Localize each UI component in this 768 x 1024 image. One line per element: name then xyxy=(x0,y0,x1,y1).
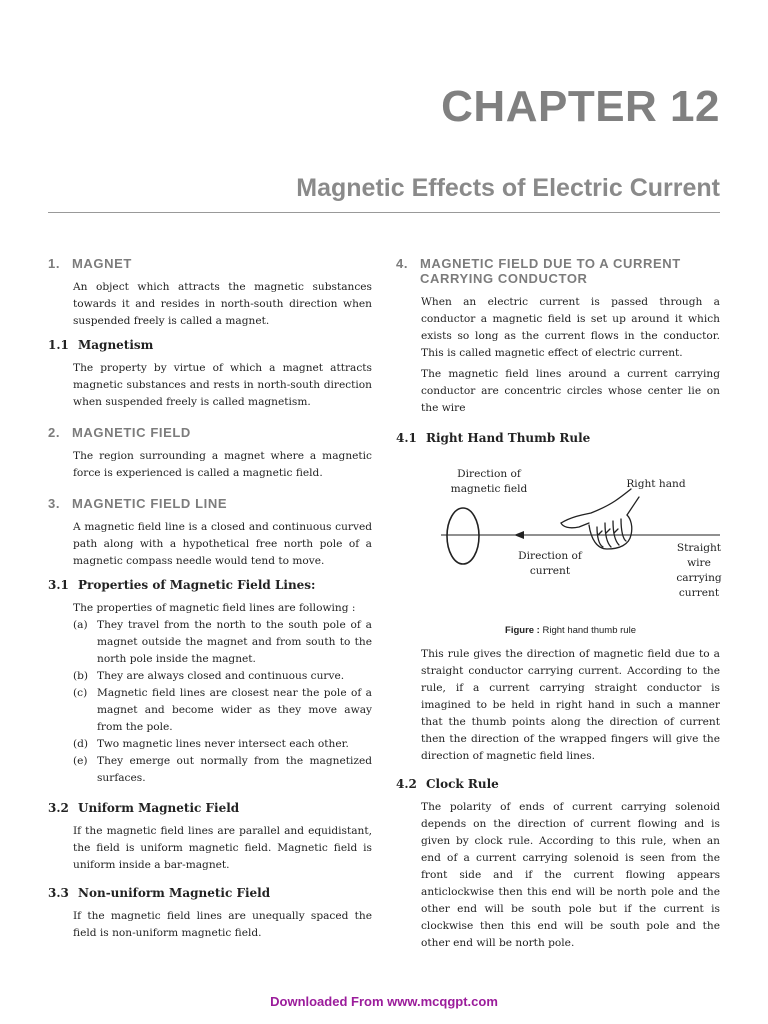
chapter-title: CHAPTER 12 xyxy=(441,82,720,131)
subsection-number: 4.2 xyxy=(396,777,417,791)
right-hand-icon xyxy=(561,489,639,549)
list-label: (d) xyxy=(73,738,89,750)
subsection-number: 4.1 xyxy=(396,431,417,445)
current-arrow-icon xyxy=(514,531,524,539)
subsection-heading xyxy=(48,578,372,592)
right-column xyxy=(396,256,720,960)
list-text: They are always closed and continuous curve. xyxy=(97,670,345,682)
figure-caption xyxy=(421,625,720,636)
caption-text: Right hand thumb rule xyxy=(539,625,636,636)
paragraph: If the magnetic field lines are parallel and equidistant, the field is uniform magnetic field. Magnetic field is uniform inside a bar-magnet. xyxy=(73,825,372,871)
label-right-hand: Right hand xyxy=(626,478,686,490)
label-direction-of-current: Direction of current xyxy=(518,550,582,577)
paragraph: The property by virtue of which a magnet attracts magnetic substances and rests in north-south direction when suspended freely is called magnetism. xyxy=(73,362,372,408)
paragraph: An object which attracts the magnetic substances towards it and resides in north-south direction when suspended freely is called a magnet. xyxy=(73,281,372,327)
subsection-number: 3.2 xyxy=(48,801,69,815)
subsection-heading xyxy=(48,886,372,900)
subsection-number: 1.1 xyxy=(48,338,69,352)
section-number: 3. xyxy=(48,496,61,511)
subsection-title: Right Hand Thumb Rule xyxy=(426,431,591,445)
paragraph: This rule gives the direction of magnetic field due to a straight conductor carrying current. According to the rule, if a current carrying straight conductor is imagined to be held in right hand in such a manner that the thumb points along the direction of current then the direction of the wrapped fingers will give the direction of magnetic field lines. xyxy=(421,648,720,762)
section-heading xyxy=(396,256,720,286)
list-item xyxy=(73,617,372,668)
list-label: (c) xyxy=(73,687,88,699)
section-heading xyxy=(48,425,372,440)
subsection-title: Properties of Magnetic Field Lines: xyxy=(78,578,316,592)
list-item xyxy=(73,685,372,736)
subsection-heading xyxy=(396,431,720,445)
paragraph: The properties of magnetic field lines are following : xyxy=(73,602,356,614)
section-number: 1. xyxy=(48,256,61,271)
subsection-heading xyxy=(396,777,720,791)
section-title: MAGNETIC FIELD DUE TO A CURRENT CARRYING CONDUCTOR xyxy=(420,256,681,286)
section-heading xyxy=(48,496,372,511)
subsection-number: 3.3 xyxy=(48,886,69,900)
paragraph: The polarity of ends of current carrying solenoid depends on the direction of current flowing and is given by clock rule. According to this rule, when an end of a current carrying solenoid is seen from the front side and if the current flowing appears anticlockwise then this end will be north pole and the other end will be south pole but if the current is clockwise then this end will be south pole and the other end will be north pole. xyxy=(421,801,720,949)
section-number: 2. xyxy=(48,425,61,440)
list-label: (b) xyxy=(73,670,89,682)
properties-list xyxy=(73,617,372,787)
list-label: (a) xyxy=(73,619,88,631)
section-title: MAGNETIC FIELD xyxy=(72,425,191,440)
list-label: (e) xyxy=(73,755,88,767)
subsection-heading xyxy=(48,801,372,815)
section-title: MAGNET xyxy=(72,256,132,271)
left-column xyxy=(48,256,372,950)
list-text: They travel from the north to the south pole of a magnet outside the magnet and from south to the north pole inside the magnet. xyxy=(97,619,372,665)
label-direction-of-field: Direction of magnetic field xyxy=(450,468,528,495)
footer-download-link[interactable]: Downloaded From www.mcqgpt.com xyxy=(270,994,498,1009)
paragraph: When an electric current is passed through a conductor a magnetic field is set up around it which exists so long as the current flows in the conductor. This is called magnetic effect of electric current. xyxy=(421,296,720,359)
list-item xyxy=(73,753,372,787)
list-item xyxy=(73,736,372,753)
subsection-title: Uniform Magnetic Field xyxy=(78,801,240,815)
list-item xyxy=(73,668,372,685)
list-text: Two magnetic lines never intersect each other. xyxy=(97,738,349,750)
field-loop xyxy=(447,508,479,564)
section-title: MAGNETIC FIELD LINE xyxy=(72,496,228,511)
header-divider xyxy=(48,212,720,213)
subsection-title: Clock Rule xyxy=(426,777,499,791)
paragraph: The region surrounding a magnet where a magnetic force is experienced is called a magnetic field. xyxy=(73,450,372,479)
caption-label: Figure : xyxy=(505,625,540,636)
label-straight-wire: Straight wire carrying current xyxy=(676,542,722,599)
section-number: 4. xyxy=(396,256,409,271)
section-heading xyxy=(48,256,372,271)
subsection-heading xyxy=(48,338,372,352)
list-text: They emerge out normally from the magnetized surfaces. xyxy=(97,755,372,784)
thumb-rule-figure xyxy=(421,453,720,621)
paragraph: The magnetic field lines around a current carrying conductor are concentric circles whose center lie on the wire xyxy=(421,368,720,414)
paragraph: A magnetic field line is a closed and continuous curved path along with a hypothetical free north pole of a magnetic compass needle would tend to move. xyxy=(73,521,372,567)
subsection-title: Non-uniform Magnetic Field xyxy=(78,886,271,900)
chapter-subtitle: Magnetic Effects of Electric Current xyxy=(296,174,720,202)
paragraph: If the magnetic field lines are unequally spaced the field is non-uniform magnetic field. xyxy=(73,910,372,939)
subsection-number: 3.1 xyxy=(48,578,69,592)
subsection-title: Magnetism xyxy=(78,338,154,352)
list-text: Magnetic field lines are closest near the pole of a magnet and become wider as they move away from the pole. xyxy=(97,687,372,733)
